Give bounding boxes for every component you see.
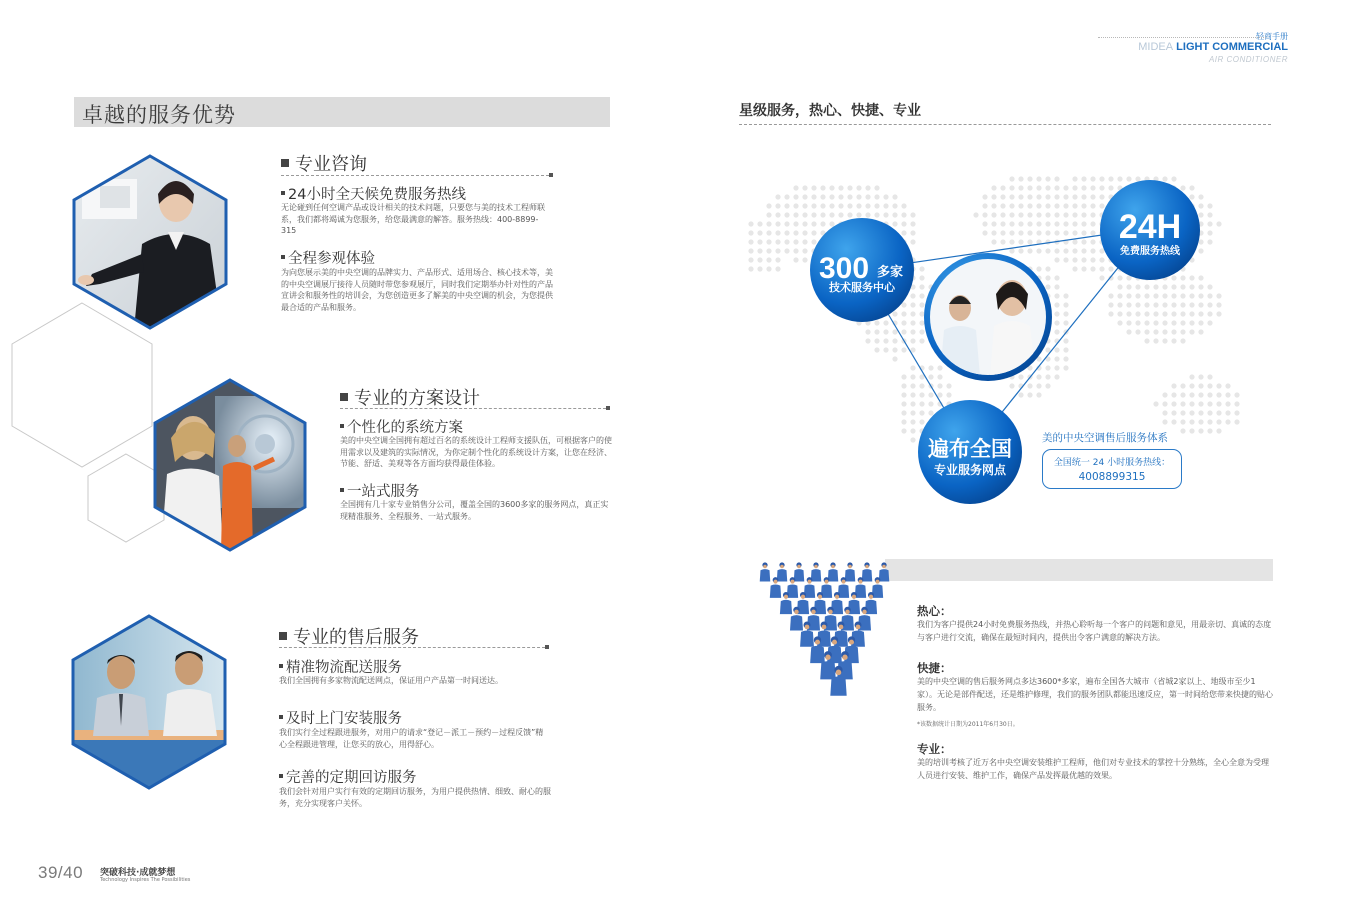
footer-slogan: 突破科技·成就梦想 — [100, 868, 176, 878]
bullet-square-small — [340, 488, 344, 492]
map-dot — [766, 248, 771, 253]
brand-subtitle: AIR CONDITIONER — [1208, 55, 1288, 64]
team-member-figure — [777, 562, 788, 581]
section-title-design: 专业的方案设计 — [340, 384, 480, 410]
team-header-band — [885, 559, 1273, 581]
map-dot — [1225, 410, 1230, 415]
map-dot — [1216, 428, 1221, 433]
map-dot — [1216, 221, 1221, 226]
feature-text-pro: 美的培训考核了近万名中央空调安装维护工程师，他们对专业技术的掌控十分熟练，全心全意为受理人员进行安装、维护工作，确保产品发挥最优越的效果。 — [917, 758, 1269, 780]
map-dot — [1216, 419, 1221, 424]
map-dot — [766, 239, 771, 244]
section-title-consulting: 专业咨询 — [281, 150, 367, 176]
map-dot — [757, 239, 762, 244]
hotline-box — [1042, 449, 1182, 489]
map-dot — [766, 230, 771, 235]
manual-label: 轻商手册 — [1256, 32, 1288, 41]
network-bubble-label: 专业服务网点 — [933, 463, 1007, 477]
map-dot — [793, 248, 798, 253]
map-dot — [766, 266, 771, 271]
tech-center-unit: 多家 — [876, 265, 904, 280]
map-dot — [1234, 392, 1239, 397]
feature-note-fast: *该数据统计日期为2011年6月30日。 — [917, 721, 1019, 728]
map-dot — [775, 221, 780, 226]
bullet-square-small — [279, 664, 283, 668]
brand-title: LIGHT COMMERCIAL — [1176, 41, 1288, 53]
map-dot — [793, 257, 798, 262]
map-dot — [775, 212, 780, 217]
map-dot — [748, 230, 753, 235]
map-dot — [793, 230, 798, 235]
hotline-bubble-label: 免费服务热线 — [1120, 246, 1180, 257]
map-dot — [784, 230, 789, 235]
page-numbers: 39/40 — [38, 863, 84, 882]
map-dot — [1216, 410, 1221, 415]
map-dot — [757, 266, 762, 271]
map-dot — [1225, 383, 1230, 388]
map-dot — [1216, 302, 1221, 307]
map-dot — [793, 203, 798, 208]
tech-center-label: 技术服务中心 — [829, 281, 895, 294]
map-dot — [793, 212, 798, 217]
map-dot — [784, 239, 789, 244]
map-dot — [1234, 410, 1239, 415]
network-big-text: 遍布全国 — [928, 437, 1012, 461]
map-dot — [766, 212, 771, 217]
sub-title-hotline: 24小时全天候免费服务热线 — [281, 183, 466, 204]
map-dot — [784, 203, 789, 208]
section-divider — [279, 647, 545, 648]
hotline-number: 4008899315 — [1078, 471, 1146, 483]
map-dot — [775, 230, 780, 235]
feature-text-fast: 美的中央空调的售后服务网点多达3600*多家，遍布全国各大城市（省城2家以上、地级市至少1家）。无论是部件配送，还是维护修理，我们的服务团队都能迅速反应，第一时间给您带来快捷的贴心服务。 — [917, 677, 1273, 712]
hex-photo-after-sales-meeting — [71, 614, 227, 790]
team-member-figure — [879, 562, 890, 581]
map-dot — [784, 221, 789, 226]
map-dot — [1225, 392, 1230, 397]
sub-title-logistics: 精准物流配送服务 — [279, 656, 402, 677]
map-dot — [1216, 293, 1221, 298]
map-dot — [748, 221, 753, 226]
sub-title-installation: 及时上门安装服务 — [279, 707, 402, 728]
map-dot — [757, 248, 762, 253]
feature-title-warm: 热心： — [917, 604, 952, 618]
sub-title-custom-solution: 个性化的系统方案 — [340, 416, 463, 437]
map-dot — [793, 239, 798, 244]
header-dotted-line — [1098, 37, 1266, 38]
para-tour: 为向您展示美的中央空调的品牌实力、产品形式、适用场合、核心技术等，美的中央空调展厅接待人员随时带您参观展厅，同时我们定期举办针对性的产品宣讲会和服务性的培训会，为您创造更多了解美的中央空调的机会，为您提供最合适的产品和服务。 — [281, 268, 553, 312]
sub-title-follow-up: 完善的定期回访服务 — [279, 766, 417, 787]
hotline-label: 全国统一 24 小时服务热线： — [1053, 458, 1171, 468]
map-dot — [775, 203, 780, 208]
map-dot — [784, 248, 789, 253]
map-dot — [1234, 401, 1239, 406]
map-dot — [1216, 401, 1221, 406]
para-hotline: 无论碰到任何空调产品或设计相关的技术问题，只要您与美的技术工程师联系，我们都将竭诚为您服务，给您最满意的解答。服务热线：400-8899-315 — [281, 203, 545, 235]
para-one-stop: 全国拥有几十家专业销售分公司，覆盖全国的3600多家的服务网点，真正实现精准服务、全程服务、一站式服务。 — [340, 500, 609, 521]
page-title: 卓越的服务优势 — [82, 103, 236, 127]
map-dot — [1216, 311, 1221, 316]
right-page-title: 星级服务，热心、快捷、专业 — [739, 103, 921, 119]
team-member-figure — [794, 562, 805, 581]
map-dot — [766, 203, 771, 208]
feature-title-fast: 快捷： — [917, 661, 952, 675]
team-member-figure — [760, 562, 771, 581]
map-dot — [757, 221, 762, 226]
bullet-square-small — [279, 715, 283, 719]
map-dot — [775, 239, 780, 244]
brand-name — [1138, 41, 1288, 53]
team-member-figure — [811, 562, 822, 581]
team-member-figure — [862, 562, 873, 581]
map-dot — [784, 212, 789, 217]
map-dot — [766, 257, 771, 262]
hotline-24h: 24H — [1118, 208, 1182, 246]
bullet-square-small — [281, 191, 285, 195]
team-member-figure — [828, 562, 839, 581]
map-dot — [748, 257, 753, 262]
section-title-after-sales: 专业的售后服务 — [279, 623, 419, 649]
feature-text-warm: 我们为客户提供24小时免费服务热线，并热心聆听每一个客户的问题和意见，用最亲切、真诚的态度与客户进行交流，确保在最短时间内，提供出令客户满意的解决方法。 — [917, 620, 1272, 642]
map-dot — [766, 221, 771, 226]
map-dot — [793, 221, 798, 226]
map-dot — [775, 257, 780, 262]
map-dot — [748, 248, 753, 253]
bullet-square-small — [340, 424, 344, 428]
bullet-square-small — [281, 255, 285, 259]
map-dot — [775, 266, 780, 271]
service-system-title: 美的中央空调售后服务体系 — [1042, 432, 1168, 444]
para-logistics: 我们全国拥有多家物流配送网点，保证用户产品第一时间送达。 — [279, 676, 503, 685]
right-title-divider — [739, 124, 1271, 125]
feature-title-pro: 专业： — [917, 742, 952, 756]
map-dot — [784, 194, 789, 199]
sub-title-one-stop: 一站式服务 — [340, 480, 420, 501]
section-divider — [340, 408, 606, 409]
map-dot — [748, 239, 753, 244]
bullet-square — [281, 159, 289, 167]
map-dot — [1216, 392, 1221, 397]
map-dot — [757, 257, 762, 262]
section-divider — [281, 175, 549, 176]
map-dot — [1216, 383, 1221, 388]
para-follow-up: 我们会针对用户实行有效的定期回访服务，为用户提供热情、细致、耐心的服务，充分实现客户关怀。 — [279, 787, 551, 808]
bullet-square — [279, 632, 287, 640]
hex-photo-design-presentation — [153, 378, 307, 552]
tech-center-count: 300 — [818, 252, 870, 285]
team-member-figure — [845, 562, 856, 581]
para-installation: 我们实行全过程跟进服务，对用户的请求“登记－派工－预约－过程反馈”精心全程跟进管理，让您买的放心，用得舒心。 — [279, 728, 544, 749]
footer-slogan-en: Technology Inspires The Possibilities — [100, 877, 191, 883]
map-dot — [748, 266, 753, 271]
sub-title-tour: 全程参观体验 — [281, 247, 375, 268]
map-dot — [775, 248, 780, 253]
map-dot — [775, 194, 780, 199]
hex-photo-receptionist — [72, 154, 228, 330]
brand-prefix: MIDEA — [1138, 41, 1174, 53]
map-dot — [1225, 401, 1230, 406]
service-team-formation-image — [735, 555, 915, 700]
map-dot — [793, 194, 798, 199]
map-dot — [757, 230, 762, 235]
map-dot — [793, 185, 798, 190]
map-dot — [1234, 419, 1239, 424]
map-dot — [1225, 419, 1230, 424]
bullet-square — [340, 393, 348, 401]
para-custom-solution: 美的中央空调全国拥有超过百名的系统设计工程师支援队伍，可根据客户的使用需求以及建筑的实际情况，为你定制个性化的系统设计方案，让您在经济、节能、舒适、美观等各方面均获得最佳体验。 — [340, 436, 612, 468]
bullet-square-small — [279, 774, 283, 778]
